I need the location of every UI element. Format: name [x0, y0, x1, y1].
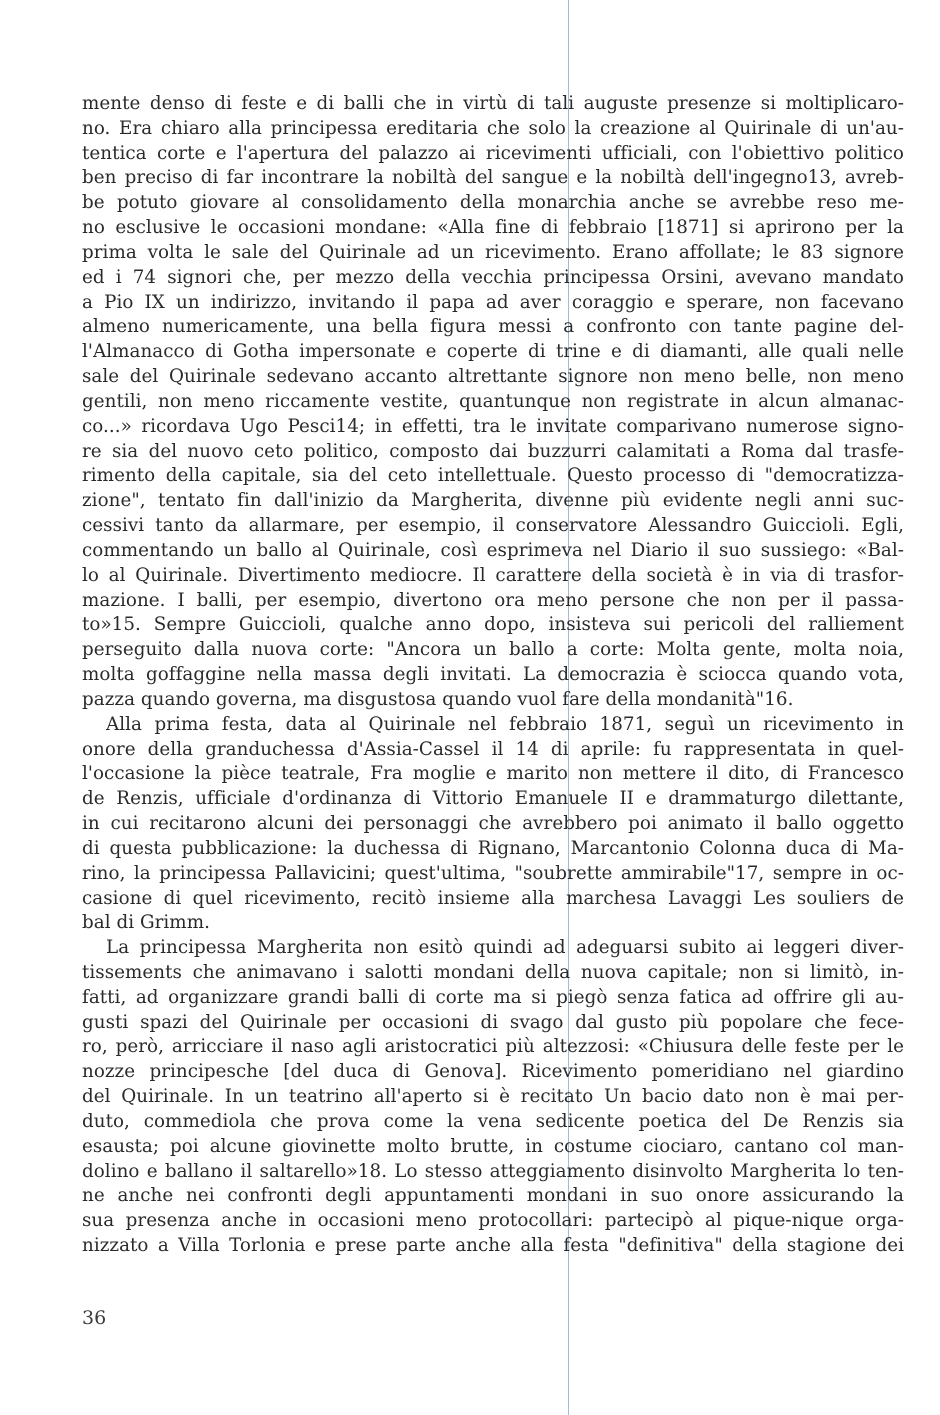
- text-line: sua presenza anche in occasioni meno protocollari: partecipò al pique-nique orga-: [82, 1210, 904, 1232]
- text-line: perseguito dalla nuova corte: "Ancora un ballo a corte: Molta gente, molta noia,: [82, 639, 904, 661]
- text-line: pazza quando governa, ma disgustosa quando vuol fare della mondanità"16.: [82, 688, 794, 710]
- text-line: prima volta le sale del Quirinale ad un ricevimento. Erano affollate; le 83 signore: [82, 241, 904, 263]
- text-line: del Quirinale. In un teatrino all'aperto si è recitato Un bacio dato non è mai per-: [82, 1086, 904, 1108]
- text-line: onore della granduchessa d'Assia-Cassel il 14 di aprile: fu rappresentata in quel-: [82, 738, 904, 760]
- text-line: gentili, non meno riccamente vestite, quantunque non registrate in alcun almanac-: [82, 390, 904, 412]
- text-line: fatti, ad organizzare grandi balli di corte ma si piegò senza fatica ad offrire gli au-: [82, 986, 904, 1008]
- text-line: rimento della capitale, sia del ceto intellettuale. Questo processo di "democratizza-: [82, 465, 904, 487]
- text-line: l'Almanacco di Gotha impersonate e coperte di trine e di diamanti, alle quali nelle: [82, 341, 904, 363]
- text-line: molta goffaggine nella massa degli invitati. La democrazia è sciocca quando vota,: [82, 664, 904, 686]
- text-line: La principessa Margherita non esitò quindi ad adeguarsi subito ai leggeri diver-: [106, 937, 904, 959]
- text-line: de Renzis, ufficiale d'ordinanza di Vittorio Emanuele II e drammaturgo dilettante,: [82, 788, 904, 810]
- text-line: di questa pubblicazione: la duchessa di Rignano, Marcantonio Colonna duca di Ma-: [82, 837, 904, 859]
- text-line: ben preciso di far incontrare la nobiltà del sangue e la nobiltà dell'ingegno13, avreb-: [82, 167, 904, 189]
- text-line: no esclusive le occasioni mondane: «Alla fine di febbraio [1871] si aprirono per la: [82, 217, 904, 239]
- text-line: cessivi tanto da allarmare, per esempio, il conservatore Alessandro Guiccioli. Egli,: [82, 515, 904, 537]
- text-line: duto, commediola che prova come la vena sedicente poetica del De Renzis sia: [82, 1110, 904, 1132]
- text-line: a Pio IX un indirizzo, invitando il papa ad aver coraggio e sperare, non facevano: [82, 291, 904, 313]
- text-line: co...» ricordava Ugo Pesci14; in effetti, tra le invitate comparivano numerose signo-: [82, 415, 904, 437]
- text-line: mente denso di feste e di balli che in virtù di tali auguste presenze si moltiplicaro-: [82, 93, 904, 114]
- text-line: Alla prima festa, data al Quirinale nel febbraio 1871, seguì un ricevimento in: [106, 713, 904, 735]
- text-line: to»15. Sempre Guiccioli, qualche anno dopo, insisteva sui pericoli del ralliement: [82, 614, 904, 636]
- text-line: l'occasione la pièce teatrale, Fra moglie e marito non mettere il dito, di Francesco: [82, 763, 904, 785]
- text-line: commentando un ballo al Quirinale, così esprimeva nel Diario il suo sussiego: «Bal-: [82, 539, 904, 561]
- text-line: ne anche nei confronti degli appuntamenti mondani in suo onore assicurando la: [82, 1185, 904, 1207]
- text-line: nozze principesche [del duca di Genova]. Ricevimento pomeridiano nel giardino: [82, 1061, 904, 1083]
- body-text: [82, 92, 904, 1259]
- text-line: in cui recitarono alcuni dei personaggi che avrebbero poi animato il ballo oggetto: [82, 813, 904, 835]
- text-line: almeno numericamente, una bella figura messi a confronto con tante pagine del-: [82, 316, 904, 338]
- text-line: esausta; poi alcune giovinette molto brutte, in costume ciociaro, cantano col man-: [82, 1135, 904, 1157]
- text-line: ed i 74 signori che, per mezzo della vecchia principessa Orsini, avevano mandato: [82, 266, 904, 288]
- text-line: no. Era chiaro alla principessa ereditaria che solo la creazione al Quirinale di un'au-: [82, 117, 904, 139]
- text-line: tentica corte e l'apertura del palazzo ai ricevimenti ufficiali, con l'obiettivo politico: [82, 142, 904, 164]
- text-line: be potuto giovare al consolidamento della monarchia anche se avrebbe reso me-: [82, 192, 904, 214]
- text-line: sale del Quirinale sedevano accanto altrettante signore non meno belle, non meno: [82, 366, 904, 388]
- text-line: gusti spazi del Quirinale per occasioni di svago dal gusto più popolare che fece-: [82, 1011, 904, 1033]
- text-line: re sia del nuovo ceto politico, composto dai buzzurri calamitati a Roma dal trasfe-: [82, 440, 904, 462]
- text-line: zione", tentato fin dall'inizio da Margherita, divenne più evidente negli anni suc-: [82, 490, 904, 512]
- text-line: casione di quel ricevimento, recitò insieme alla marchesa Lavaggi Les souliers de: [82, 887, 904, 909]
- text-line: mazione. I balli, per esempio, divertono ora meno persone che non per il passa-: [82, 589, 904, 611]
- text-line: lo al Quirinale. Divertimento mediocre. Il carattere della società è in via di trasfor-: [82, 564, 904, 586]
- page-number: 36: [82, 1307, 107, 1329]
- text-line: rino, la principessa Pallavicini; quest'ultima, "soubrette ammirabile"17, sempre in oc-: [82, 862, 904, 884]
- text-line: tissements che animavano i salotti mondani della nuova capitale; non si limitò, in-: [82, 961, 904, 983]
- text-line: bal di Grimm.: [82, 912, 210, 934]
- text-line: dolino e ballano il saltarello»18. Lo stesso atteggiamento disinvolto Margherita lo ten-: [82, 1160, 904, 1182]
- text-line: ro, però, arricciare il naso agli aristocratici più altezzosi: «Chiusura delle feste per le: [82, 1036, 904, 1058]
- text-line: nizzato a Villa Torlonia e prese parte anche alla festa "definitiva" della stagione dei: [82, 1235, 904, 1257]
